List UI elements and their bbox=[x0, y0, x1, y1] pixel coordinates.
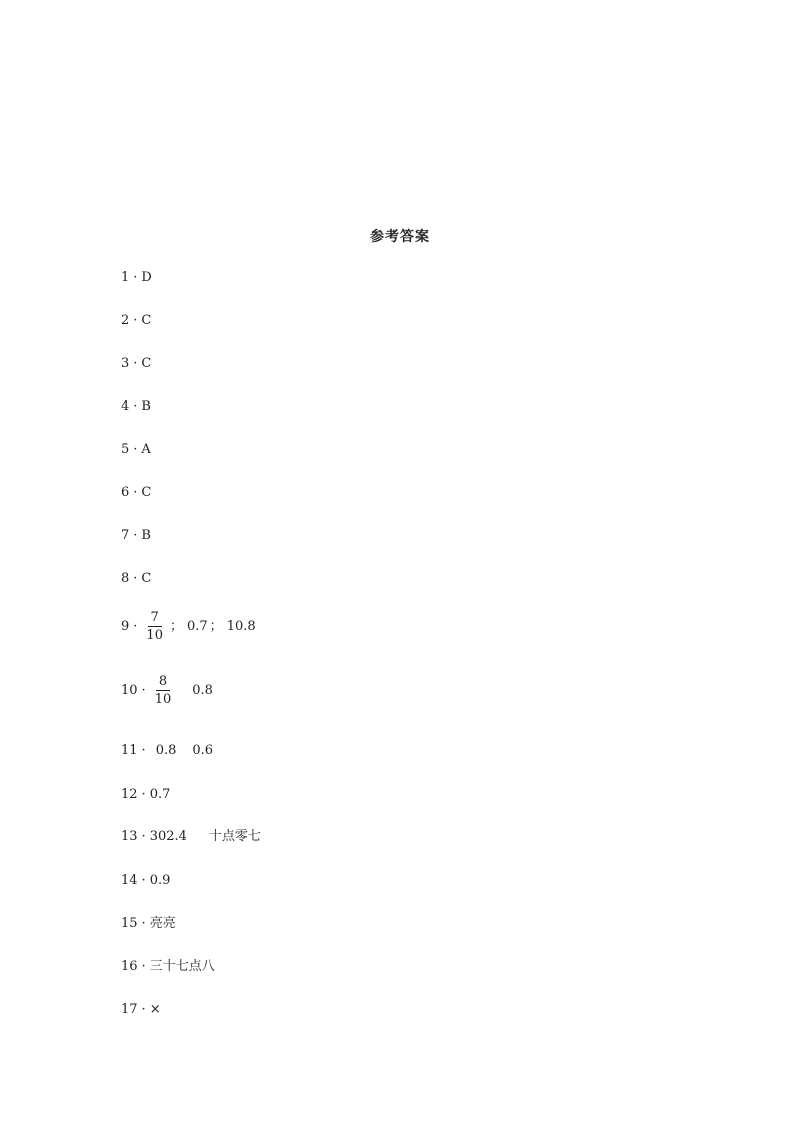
answer-number: 1 bbox=[121, 270, 130, 285]
answer-number: 17 bbox=[121, 1002, 138, 1017]
answer-value: 0.8 bbox=[155, 743, 177, 758]
answer-value: 10.8 bbox=[226, 618, 256, 634]
answer-separator: · bbox=[133, 485, 138, 500]
answer-number: 16 bbox=[121, 959, 138, 974]
answer-separator: · bbox=[133, 399, 138, 414]
answer-semicolon: ； bbox=[169, 618, 183, 634]
answer-fraction bbox=[152, 674, 175, 707]
answer-item bbox=[121, 313, 151, 329]
answer-item bbox=[121, 743, 213, 759]
answer-value: D bbox=[141, 270, 152, 285]
answer-semicolon: ； bbox=[209, 618, 223, 634]
fraction-numerator: 7 bbox=[148, 610, 162, 627]
fraction-numerator: 8 bbox=[156, 674, 170, 691]
answer-item bbox=[121, 674, 213, 707]
answer-separator: · bbox=[133, 313, 138, 328]
answer-number: 7 bbox=[121, 528, 130, 543]
answer-value: 亮亮 bbox=[149, 916, 176, 931]
answer-value: C bbox=[141, 356, 152, 371]
answer-separator: · bbox=[133, 618, 138, 634]
answer-value: C bbox=[141, 571, 152, 586]
answer-value: B bbox=[141, 528, 151, 543]
answer-value: 三十七点八 bbox=[149, 959, 215, 974]
answer-separator: · bbox=[141, 682, 146, 698]
answer-number: 8 bbox=[121, 571, 130, 586]
answer-item bbox=[121, 270, 152, 286]
answer-number: 11 bbox=[121, 743, 138, 758]
answer-fraction bbox=[143, 610, 166, 643]
answer-separator: · bbox=[133, 442, 138, 457]
answer-value: C bbox=[141, 313, 152, 328]
answer-number: 2 bbox=[121, 313, 130, 328]
fraction-denominator: 10 bbox=[154, 692, 172, 707]
answer-item bbox=[121, 916, 176, 932]
answer-item bbox=[121, 442, 151, 458]
answer-separator: · bbox=[141, 829, 146, 844]
answer-item bbox=[121, 571, 151, 587]
answer-item bbox=[121, 959, 215, 975]
answer-separator: · bbox=[133, 528, 138, 543]
fraction-denominator: 10 bbox=[146, 628, 163, 643]
answer-number: 13 bbox=[121, 829, 138, 844]
answer-number: 10 bbox=[121, 682, 138, 698]
answer-value: 十点零七 bbox=[208, 829, 261, 844]
answer-number: 4 bbox=[121, 399, 130, 414]
answer-item bbox=[121, 829, 261, 845]
answer-number: 15 bbox=[121, 916, 138, 931]
answer-separator: · bbox=[141, 1002, 146, 1017]
answer-item bbox=[121, 485, 151, 501]
answer-number: 6 bbox=[121, 485, 130, 500]
answer-value: 0.8 bbox=[192, 682, 213, 698]
answer-value: 0.7 bbox=[186, 618, 208, 634]
answer-value: B bbox=[141, 399, 151, 414]
answer-value: C bbox=[141, 485, 152, 500]
answer-item bbox=[121, 399, 151, 415]
answer-number: 12 bbox=[121, 787, 138, 802]
page-title: 参考答案 bbox=[370, 229, 430, 245]
answer-number: 3 bbox=[121, 356, 130, 371]
answer-separator: · bbox=[133, 356, 138, 371]
answer-value: 0.9 bbox=[149, 873, 171, 888]
answer-value: 0.7 bbox=[149, 787, 171, 802]
answer-number: 5 bbox=[121, 442, 130, 457]
answer-number: 14 bbox=[121, 873, 138, 888]
answer-value: A bbox=[141, 442, 151, 457]
answer-number: 9 bbox=[121, 618, 130, 634]
answer-separator: · bbox=[141, 743, 146, 758]
answer-item bbox=[121, 873, 170, 889]
answer-item bbox=[121, 528, 151, 544]
answer-value: × bbox=[149, 1002, 161, 1017]
answer-separator: · bbox=[141, 959, 146, 974]
answer-separator: · bbox=[133, 571, 138, 586]
answer-item bbox=[121, 787, 170, 803]
answer-separator: · bbox=[141, 787, 146, 802]
answer-item bbox=[121, 1002, 161, 1018]
answer-value: 302.4 bbox=[149, 829, 187, 844]
answer-separator: · bbox=[141, 873, 146, 888]
answer-value: 0.6 bbox=[192, 743, 214, 758]
answer-item bbox=[121, 356, 151, 372]
answer-item bbox=[121, 610, 256, 643]
answer-separator: · bbox=[133, 270, 138, 285]
answer-separator: · bbox=[141, 916, 146, 931]
